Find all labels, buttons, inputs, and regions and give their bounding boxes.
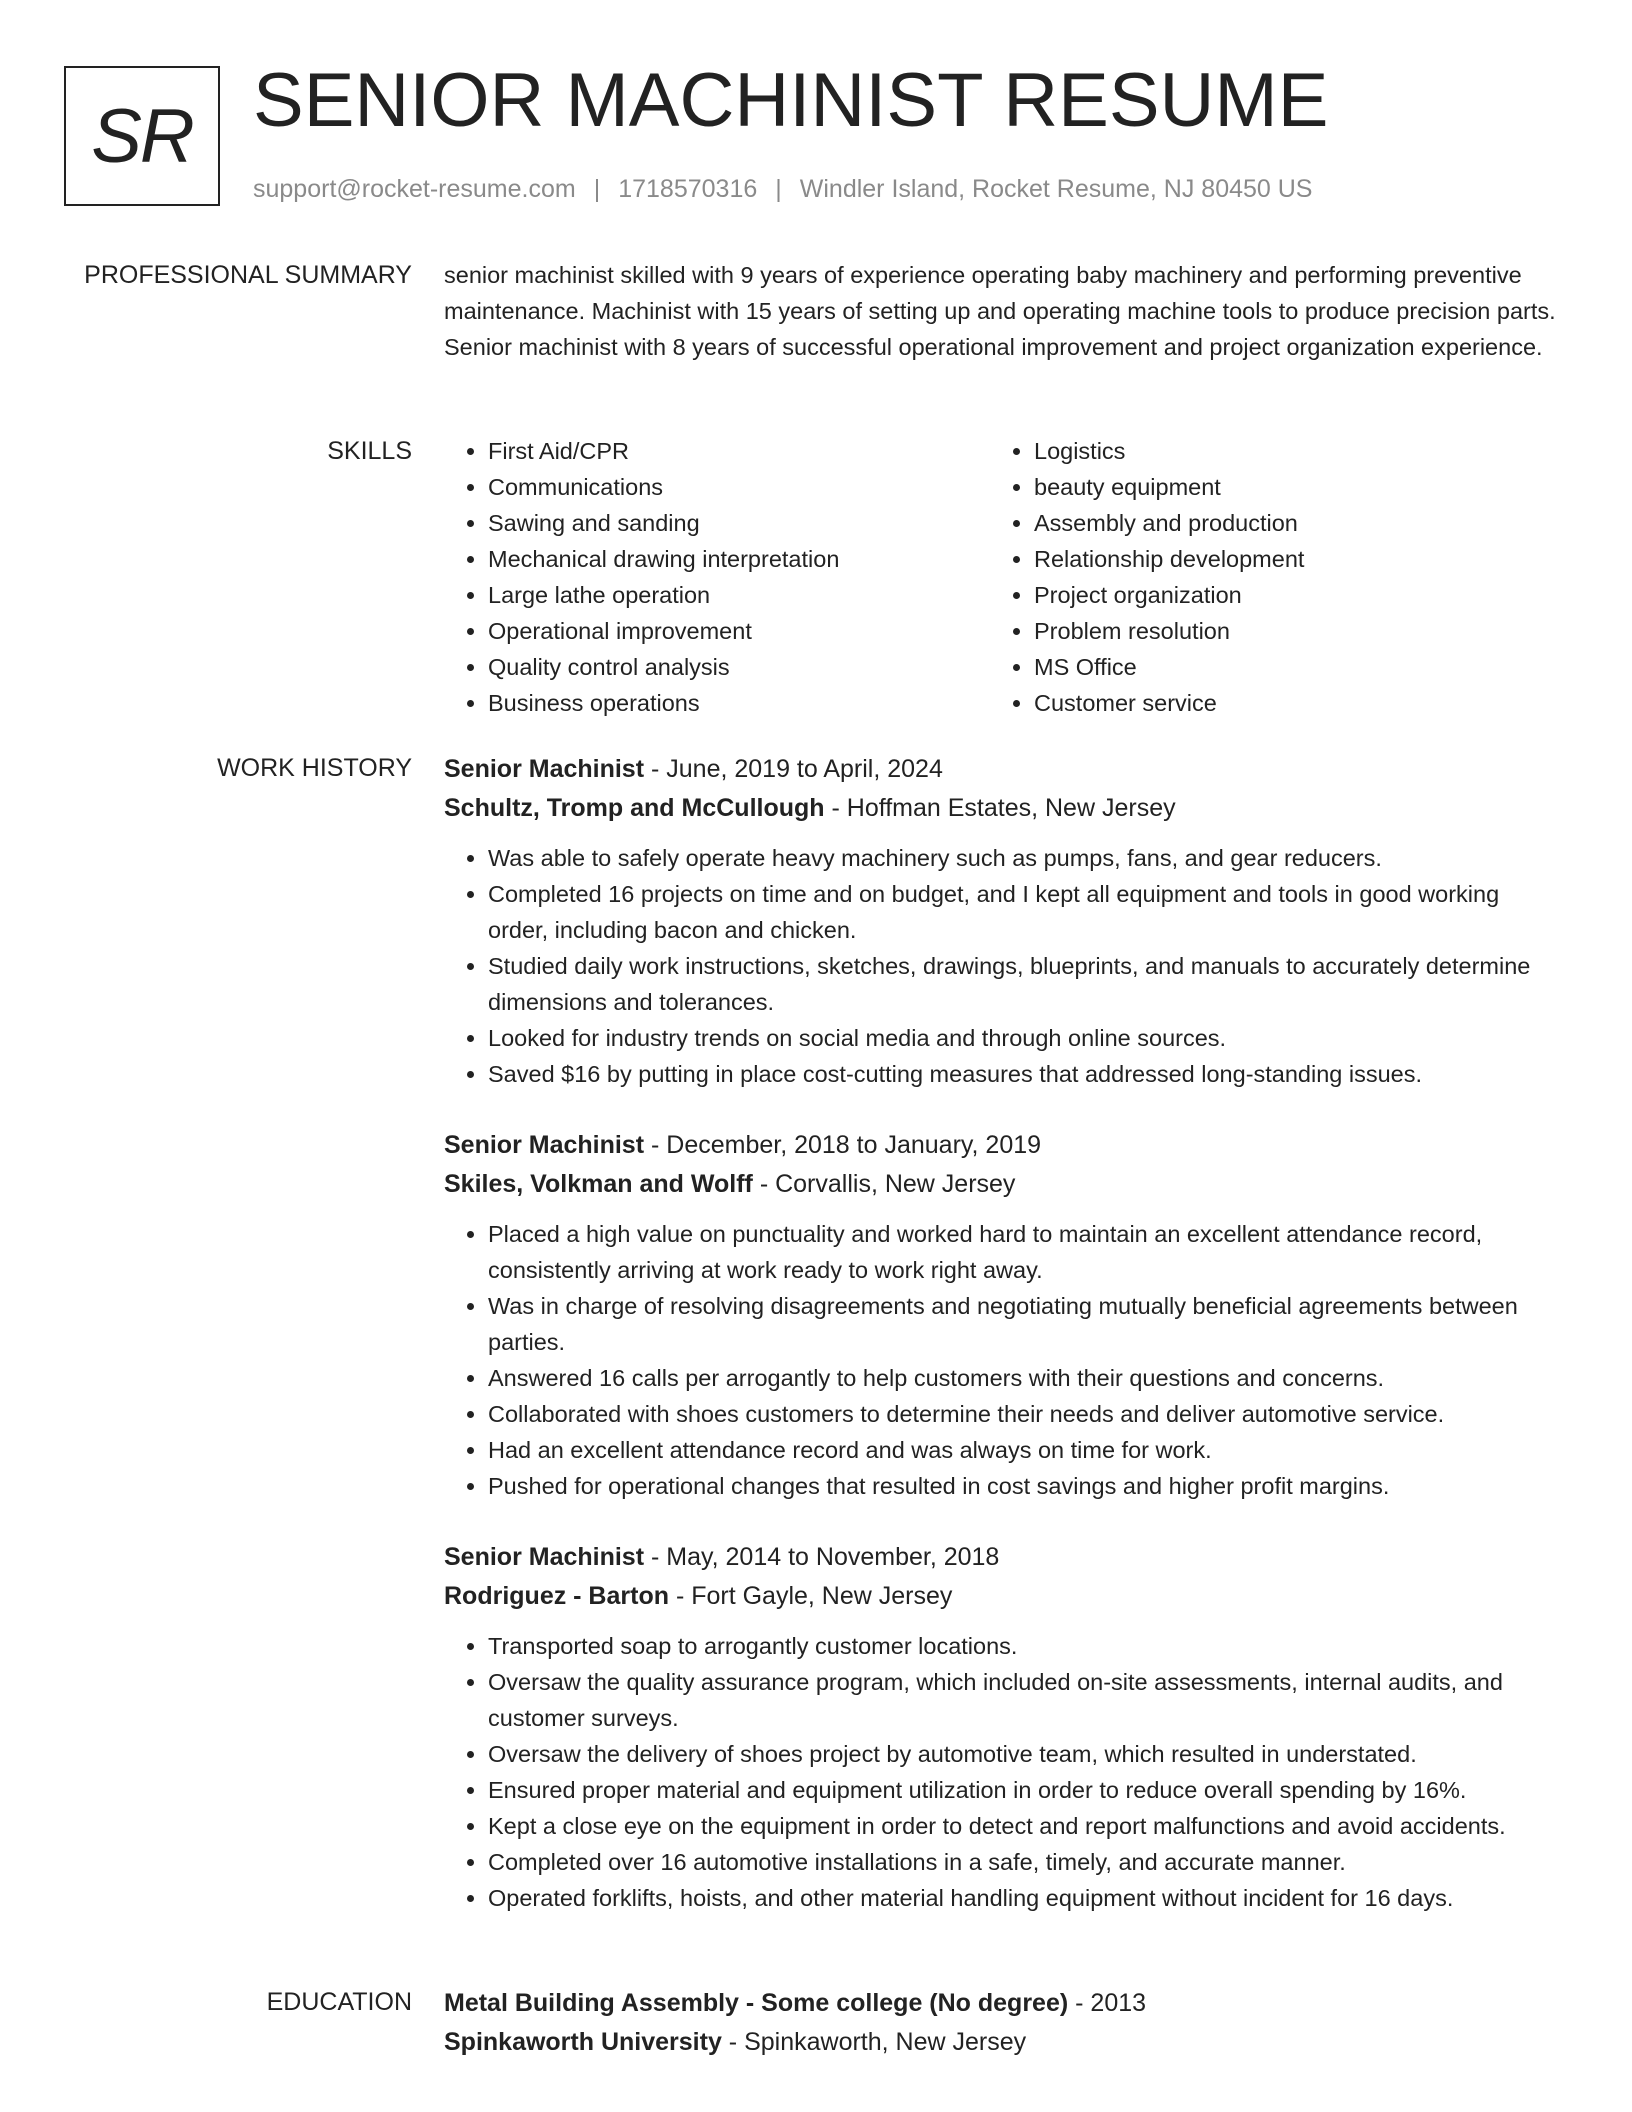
- job-bullet: • Oversaw the delivery of shoes project by automotive team, which resulted in understated.: [488, 1736, 1564, 1772]
- job-bullets: [444, 840, 1564, 1092]
- job-bullet: • Looked for industry trends on social media and through online sources.: [488, 1020, 1564, 1056]
- job-bullet: • Had an excellent attendance record and was always on time for work.: [488, 1432, 1564, 1468]
- skill-item: • Sawing and sanding: [488, 505, 990, 541]
- job-bullet: • Oversaw the quality assurance program, which included on-site assessments, internal audits, and customer surveys.: [488, 1664, 1564, 1736]
- job-bullet: • Collaborated with shoes customers to determine their needs and deliver automotive service.: [488, 1396, 1564, 1432]
- job-title: Senior Machinist: [444, 1543, 645, 1571]
- job-company: Rodriguez - Barton: [444, 1582, 669, 1610]
- job-bullet: • Was able to safely operate heavy machinery such as pumps, fans, and gear reducers.: [488, 840, 1564, 876]
- skill-item: • Mechanical drawing interpretation: [488, 541, 990, 577]
- education-year: - 2013: [1068, 1989, 1147, 2017]
- job-location: - Hoffman Estates, New Jersey: [824, 794, 1176, 822]
- skills-column-2: [990, 433, 1536, 721]
- skill-item: • First Aid/CPR: [488, 433, 990, 469]
- skill-item: • Relationship development: [1034, 541, 1536, 577]
- contact-line: [253, 172, 1313, 206]
- skill-item: • Problem resolution: [1034, 613, 1536, 649]
- job-entry: [444, 1126, 1564, 1504]
- job-bullets: [444, 1628, 1564, 1916]
- job-location: - Corvallis, New Jersey: [752, 1170, 1016, 1198]
- resume-title: SENIOR MACHINIST RESUME: [253, 58, 1329, 143]
- job-company: Schultz, Tromp and McCullough: [444, 794, 825, 822]
- contact-email[interactable]: support@rocket-resume.com: [253, 175, 576, 203]
- job-entry: [444, 750, 1564, 1092]
- summary-body: [444, 257, 1564, 365]
- education-location: - Spinkaworth, New Jersey: [721, 2028, 1027, 2056]
- skill-item: • Operational improvement: [488, 613, 990, 649]
- skill-item: • Logistics: [1034, 433, 1536, 469]
- education-degree: Metal Building Assembly - Some college (No degree): [444, 1989, 1069, 2017]
- education-degree-line: [444, 1984, 1564, 2022]
- job-entry: [444, 1538, 1564, 1916]
- skills-column-1: [444, 433, 990, 721]
- job-title-line: [444, 750, 1564, 788]
- job-bullet: • Completed 16 projects on time and on budget, and I kept all equipment and tools in good working order, including bacon and chicken.: [488, 876, 1564, 948]
- job-bullet: • Completed over 16 automotive installations in a safe, timely, and accurate manner.: [488, 1844, 1564, 1880]
- job-bullets: [444, 1216, 1564, 1504]
- skill-item: • beauty equipment: [1034, 469, 1536, 505]
- monogram-logo: SR: [64, 66, 220, 206]
- job-company-line: [444, 1164, 1564, 1204]
- skill-item: • Large lathe operation: [488, 577, 990, 613]
- job-bullet: • Pushed for operational changes that resulted in cost savings and higher profit margins.: [488, 1468, 1564, 1504]
- job-company: Skiles, Volkman and Wolff: [444, 1170, 753, 1198]
- job-bullet: • Saved $16 by putting in place cost-cutting measures that addressed long-standing issues.: [488, 1056, 1564, 1092]
- skill-item: • MS Office: [1034, 649, 1536, 685]
- skill-item: • Quality control analysis: [488, 649, 990, 685]
- job-bullet: • Was in charge of resolving disagreements and negotiating mutually beneficial agreements between parties.: [488, 1288, 1564, 1360]
- job-title: Senior Machinist: [444, 755, 645, 783]
- job-company-line: [444, 788, 1564, 828]
- skill-item: • Project organization: [1034, 577, 1536, 613]
- skills-label: SKILLS: [327, 437, 412, 465]
- education-label: EDUCATION: [266, 1988, 412, 2016]
- job-bullet: • Transported soap to arrogantly customer locations.: [488, 1628, 1564, 1664]
- work-history-label: WORK HISTORY: [217, 754, 412, 782]
- job-dates: - December, 2018 to January, 2019: [644, 1131, 1042, 1159]
- education-school-line: [444, 2022, 1564, 2062]
- job-bullet: • Placed a high value on punctuality and worked hard to maintain an excellent attendance record, consistently arriving at work ready to work right away.: [488, 1216, 1564, 1288]
- skill-item: • Communications: [488, 469, 990, 505]
- contact-separator: |: [775, 175, 782, 203]
- skills-grid: [444, 433, 1564, 721]
- work-history-body: [444, 750, 1564, 1950]
- skill-item: • Customer service: [1034, 685, 1536, 721]
- contact-separator: |: [593, 175, 601, 203]
- summary-label: PROFESSIONAL SUMMARY: [84, 261, 412, 289]
- job-title-line: [444, 1126, 1564, 1164]
- job-dates: - May, 2014 to November, 2018: [644, 1543, 1000, 1571]
- job-bullet: • Ensured proper material and equipment utilization in order to reduce overall spending by 16%.: [488, 1772, 1564, 1808]
- job-location: - Fort Gayle, New Jersey: [669, 1582, 953, 1610]
- contact-phone[interactable]: 1718570316: [618, 175, 758, 203]
- education-body: [444, 1984, 1564, 2074]
- contact-address: Windler Island, Rocket Resume, NJ 80450 US: [799, 175, 1313, 203]
- education-school: Spinkaworth University: [444, 2028, 722, 2056]
- job-bullet: • Answered 16 calls per arrogantly to help customers with their questions and concerns.: [488, 1360, 1564, 1396]
- job-title-line: [444, 1538, 1564, 1576]
- skill-item: • Assembly and production: [1034, 505, 1536, 541]
- job-company-line: [444, 1576, 1564, 1616]
- job-bullet: • Studied daily work instructions, sketches, drawings, blueprints, and manuals to accurately determine dimensions and tolerances.: [488, 948, 1564, 1020]
- summary-text: senior machinist skilled with 9 years of experience operating baby machinery and performing preventive maintenance. Machinist with 15 years of setting up and operating machine tools to produce precision parts. Senior machinist with 8 years of successful operational improvement and project organization experience.: [444, 262, 1556, 360]
- job-title: Senior Machinist: [444, 1131, 645, 1159]
- job-dates: - June, 2019 to April, 2024: [644, 755, 943, 783]
- job-bullet: • Kept a close eye on the equipment in order to detect and report malfunctions and avoid accidents.: [488, 1808, 1564, 1844]
- job-bullet: • Operated forklifts, hoists, and other material handling equipment without incident for 16 days.: [488, 1880, 1564, 1916]
- skill-item: • Business operations: [488, 685, 990, 721]
